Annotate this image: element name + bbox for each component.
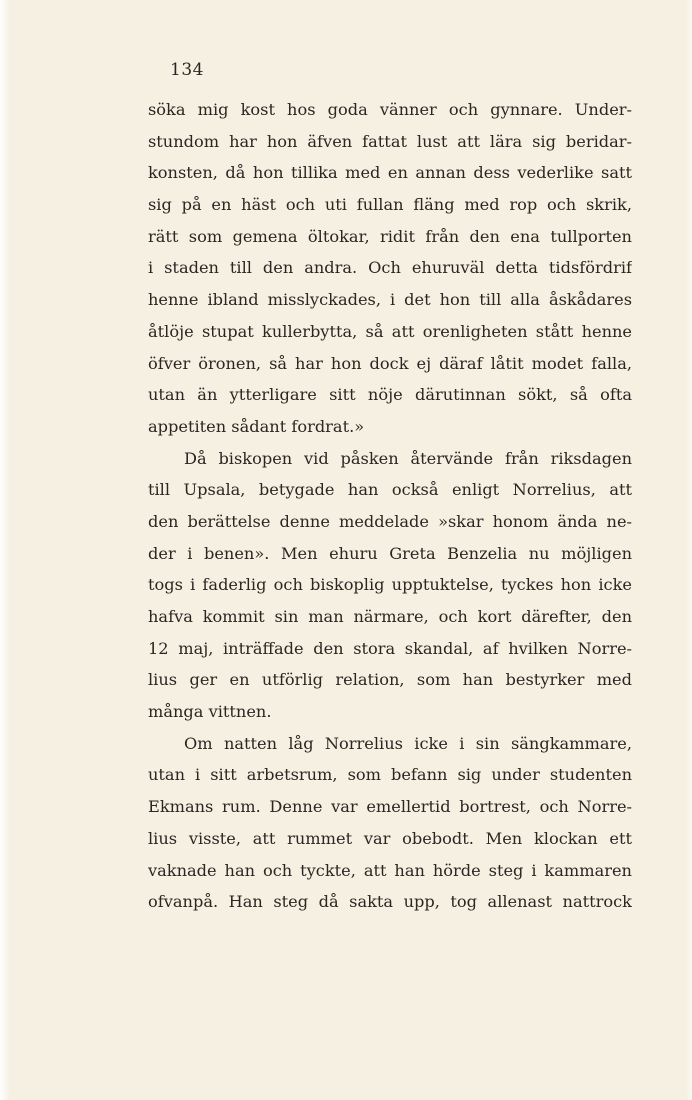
text-line: Om natten låg Norrelius icke i sin sängkammare, <box>184 733 632 753</box>
body-text <box>148 94 632 918</box>
text-line: 12 maj, inträffade den stora skandal, af hvilken Norre- <box>148 638 632 658</box>
text-line: åtlöje stupat kullerbytta, så att orenligheten stått henne <box>148 321 632 341</box>
page-left-edge <box>0 0 10 1100</box>
text-line: många vittnen. <box>148 702 272 722</box>
text-line: till Upsala, betygade han också enligt Norrelius, att <box>148 480 632 500</box>
page-number: 134 <box>170 60 204 80</box>
text-line: appetiten sådant fordrat.» <box>148 416 365 436</box>
text-line: lius ger en utförlig relation, som han bestyrker med <box>148 670 632 690</box>
text-line: i staden till den andra. Och ehuruväl detta tidsfördrif <box>148 258 632 278</box>
text-line: der i benen». Men ehuru Greta Benzelia nu möjligen <box>148 543 632 563</box>
text-line: utan i sitt arbetsrum, som befann sig under studenten <box>148 765 632 785</box>
text-line: rätt som gemena öltokar, ridit från den ena tullporten <box>148 226 632 246</box>
text-line: öfver öronen, så har hon dock ej däraf låtit modet falla, <box>148 353 632 373</box>
text-line: Ekmans rum. Denne var emellertid bortrest, och Norre- <box>148 797 632 817</box>
text-line: Då biskopen vid påsken återvände från riksdagen <box>184 448 632 468</box>
text-line: henne ibland misslyckades, i det hon till alla åskådares <box>148 290 632 310</box>
text-line: vaknade han och tyckte, att han hörde steg i kammaren <box>148 860 632 880</box>
text-line: sig på en häst och uti fullan fläng med rop och skrik, <box>148 195 632 215</box>
text-line: ofvanpå. Han steg då sakta upp, tog allenast nattrock <box>148 892 632 912</box>
text-line: den berättelse denne meddelade »skar honom ända ne- <box>148 511 632 531</box>
text-line: lius visste, att rummet var obebodt. Men klockan ett <box>148 828 632 848</box>
text-line: stundom har hon äfven fattat lust att lära sig beridar- <box>148 131 632 151</box>
text-line: söka mig kost hos goda vänner och gynnare. Under- <box>148 100 632 119</box>
text-line: hafva kommit sin man närmare, och kort därefter, den <box>148 607 632 626</box>
text-line: utan än ytterligare sitt nöje därutinnan sökt, så ofta <box>148 385 632 405</box>
page-right-edge <box>686 0 692 1100</box>
text-line: konsten, då hon tillika med en annan dess vederlike satt <box>148 163 632 183</box>
text-line: togs i faderlig och biskoplig upptuktelse, tyckes hon icke <box>148 575 632 595</box>
